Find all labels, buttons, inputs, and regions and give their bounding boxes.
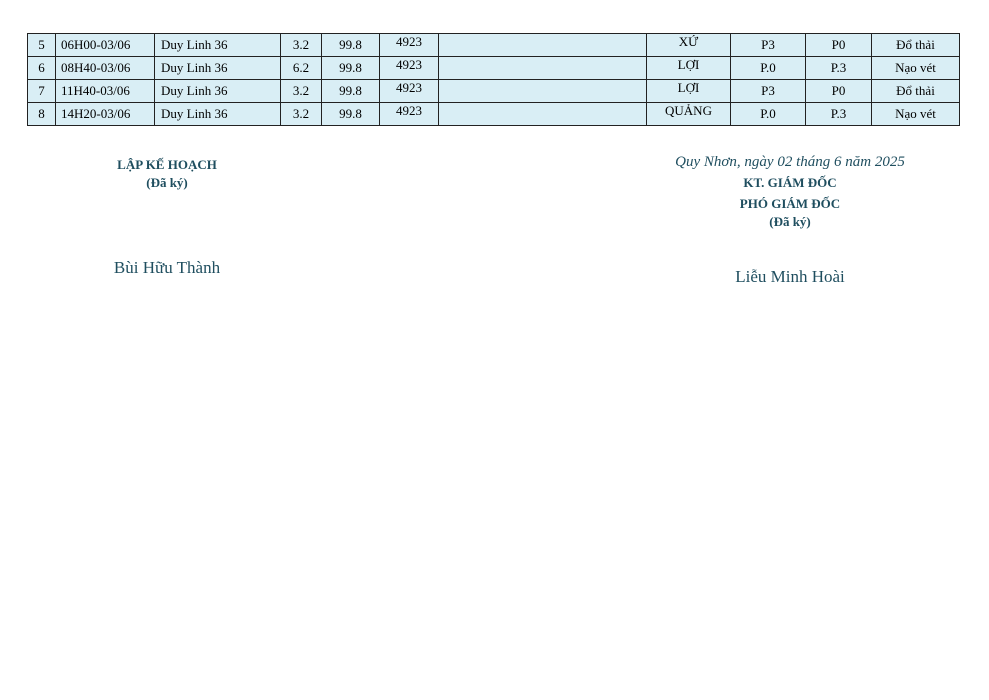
row-to: P0 [806, 34, 872, 57]
row-note [439, 103, 647, 126]
row-ship: Duy Linh 36 [155, 103, 281, 126]
row-code: 4923 [380, 80, 439, 103]
row-note [439, 80, 647, 103]
planner-title: LẬP KẾ HOẠCH [117, 157, 217, 172]
row-action: Nạo vét [872, 57, 960, 80]
row-to: P.3 [806, 57, 872, 80]
row-time: 06H00-03/06 [56, 34, 155, 57]
row-from: P3 [731, 34, 806, 57]
row-length: 99.8 [322, 80, 380, 103]
row-from: P3 [731, 80, 806, 103]
table-row [28, 103, 960, 126]
row-code: 4923 [380, 57, 439, 80]
row-from: P.0 [731, 57, 806, 80]
deputy-director-title: PHÓ GIÁM ĐỐC [739, 196, 841, 211]
row-to: P0 [806, 80, 872, 103]
row-draft: 3.2 [281, 103, 322, 126]
planner-name: Bùi Hữu Thành [113, 258, 221, 277]
row-note [439, 57, 647, 80]
row-number: 5 [28, 34, 56, 57]
row-time: 14H20-03/06 [56, 103, 155, 126]
row-time: 11H40-03/06 [56, 80, 155, 103]
director-title: KT. GIÁM ĐỐC [743, 175, 837, 190]
table-row [28, 34, 960, 57]
row-note [439, 34, 647, 57]
row-ship: Duy Linh 36 [155, 34, 281, 57]
table-row [28, 80, 960, 103]
row-number: 6 [28, 57, 56, 80]
table-row [28, 57, 960, 80]
row-length: 99.8 [322, 103, 380, 126]
director-name: Liễu Minh Hoài [735, 267, 845, 286]
right-signature-block [640, 152, 940, 287]
row-ship: Duy Linh 36 [155, 80, 281, 103]
row-to: P.3 [806, 103, 872, 126]
row-code: 4923 [380, 103, 439, 126]
row-ship: Duy Linh 36 [155, 57, 281, 80]
row-code: 4923 [380, 34, 439, 57]
schedule-table [27, 33, 960, 126]
row-port: XỨ [647, 34, 731, 57]
row-port: QUẢNG [647, 103, 731, 126]
row-from: P.0 [731, 103, 806, 126]
row-draft: 6.2 [281, 57, 322, 80]
row-draft: 3.2 [281, 80, 322, 103]
row-action: Đổ thải [872, 34, 960, 57]
left-signature-block [67, 156, 267, 278]
row-port: LỢI [647, 80, 731, 103]
row-number: 7 [28, 80, 56, 103]
row-time: 08H40-03/06 [56, 57, 155, 80]
date-line: Quy Nhơn, ngày 02 tháng 6 năm 2025 [675, 154, 905, 170]
row-draft: 3.2 [281, 34, 322, 57]
row-port: LỢI [647, 57, 731, 80]
director-signed-note: (Đã ký) [769, 214, 811, 229]
row-action: Nạo vét [872, 103, 960, 126]
planner-signed-note: (Đã ký) [146, 175, 188, 190]
row-length: 99.8 [322, 34, 380, 57]
row-number: 8 [28, 103, 56, 126]
row-length: 99.8 [322, 57, 380, 80]
row-action: Đổ thải [872, 80, 960, 103]
